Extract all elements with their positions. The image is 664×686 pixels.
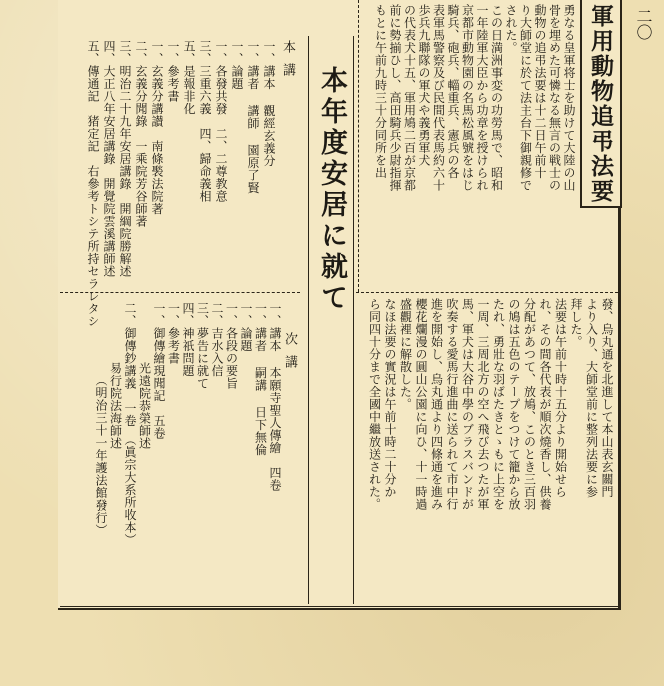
honko-label: 本講 (280, 40, 295, 86)
text-column: 一、各段の要旨 (224, 302, 239, 390)
text-column: 一、參考書 (166, 302, 181, 365)
text-column: 一、參考書 (166, 40, 180, 103)
text-column: 骨を埋めた可憐なる無言の戦士の (547, 4, 562, 192)
text-column: 一、講本 本願寺聖人傳繪 四卷 (268, 302, 282, 492)
section-heading: 本年度安居に就て (316, 66, 347, 314)
text-column: 前に勢揃ひし、高田騎兵少尉指揮 (388, 4, 402, 192)
text-column: 拜した。 (569, 298, 583, 348)
bottom-rule (60, 606, 618, 607)
text-column: この日満洲事変の功勞馬で、昭和 (489, 4, 504, 192)
text-column: 分配があつて、放鳩、このとき三百羽 (522, 298, 537, 511)
text-column: 四、神祇問題 (181, 302, 195, 377)
text-column: より入り、大師堂前に整列法要に参 (584, 298, 599, 498)
text-column: 勇なる皇軍将士を助けて大陸の山 (562, 4, 576, 192)
text-column: れ、その間各代表が順次燒香し、供養 (538, 298, 552, 511)
text-column: 馬、軍犬は大谷中學のブラスバンドが (460, 298, 475, 511)
text-column: 歩兵九聯隊の軍犬や義勇軍犬 (417, 4, 431, 167)
text-column: 一年陸軍大臣から功章を授けられ (475, 4, 489, 192)
page-number: 二〇 (634, 8, 653, 40)
text-column: 一、講者 講師 園原了賢 (246, 40, 260, 194)
text-column: （明治三十一年護法館發行） (94, 374, 108, 537)
jiko-label: 次講 (282, 332, 297, 378)
text-column: 吹奏する愛馬行進曲に送られて市中行 (445, 298, 459, 511)
text-column: 一、論題 (230, 40, 244, 90)
text-column: 二、御傳鈔講義 一卷 （眞宗大系所收本） (123, 302, 137, 546)
text-column: 二、玄義分聞錄 一乘院芳谷師著 (134, 40, 148, 228)
text-column: の鳩は五色のテープをつけて籠から放 (507, 298, 521, 511)
text-column: 二、吉水入信 (210, 302, 224, 377)
text-column: 法要は午前十時十五分より開始せら (553, 298, 568, 498)
text-column: 一、玄義分講讃 南條褧法院著 (150, 40, 164, 215)
text-column: 光遠院恭榮師述 (137, 362, 152, 450)
text-column: 一、講本 觀經玄義分 (262, 40, 276, 167)
text-column: 一周、三周北方の空へ飛び去つたが軍 (476, 298, 490, 511)
text-column: 發、烏丸通を北進して本山表玄關門 (600, 298, 614, 498)
heading-box (308, 36, 354, 604)
text-column: もとに午前九時三十分同所を出 (373, 4, 388, 179)
text-column: たれ、勇壯な羽ばたきとゝもに上空を (491, 298, 506, 511)
text-column: 易行院法海師述 (108, 362, 123, 450)
text-column: 京都市動物園の名馬松風號をはじ (460, 4, 475, 192)
text-column: り大師堂に於て法主台下御親修で (518, 4, 533, 192)
section-divider-right (356, 292, 618, 293)
article-title-box (580, 0, 622, 208)
text-column: 騎兵、砲兵、輜重兵、憲兵の各 (446, 4, 460, 179)
text-column: 一、各發共發 二、二尊教意 (214, 40, 228, 203)
text-column: 三、三重六義 四、歸命義相 (198, 40, 212, 203)
article-title: 軍用動物追弔法要 (587, 4, 614, 204)
text-column: 櫻花爛漫の圓山公園に向ひ、十一時過 (414, 298, 428, 511)
text-column: 表軍馬警察及び民間代表馬約六十 (431, 4, 446, 192)
text-column: なほ法要の實況は午前十時二十分か (383, 298, 397, 498)
text-column: ら同四十分まで全國中繼放送された。 (367, 298, 382, 511)
column-divider (358, 0, 359, 292)
text-column: 一、論題 (239, 302, 253, 352)
text-column: 一、御傳繪現聞記 五卷 (152, 302, 166, 440)
text-column: 三、夢告に就て (195, 302, 210, 390)
text-column: 一、講者 嗣講 日下無倫 (253, 302, 268, 456)
text-column: 盛觀裡に解散した。 (398, 298, 413, 411)
text-column: の代表犬十五、軍用鳩二百が京都 (402, 4, 417, 192)
text-column: された。 (504, 4, 518, 54)
text-column: 五、傳通記 猪定記 右參考トシテ所持セラレタシ (86, 40, 100, 328)
text-column: 動物の追弔法要は十二日午前十 (533, 4, 547, 179)
text-column: 三、明治二十九年安居講錄 開綱院勝解述 (118, 40, 132, 278)
text-column: 四、大正八年安居講錄 開覺院雲溪講師述 (102, 40, 116, 278)
text-column: 進を開始し、烏丸通より四條通を進み (429, 298, 444, 511)
text-column: 五、是報非化 (182, 40, 196, 115)
